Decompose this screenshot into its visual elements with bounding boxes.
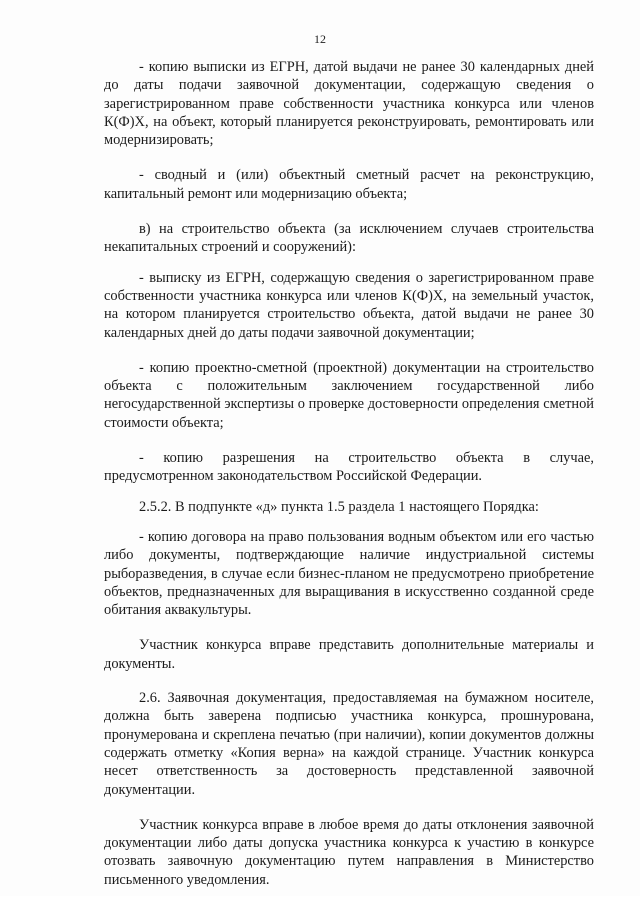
paragraph-construction-heading: в) на строительство объекта (за исключением случаев строительства некапитальных строений и сооружений): (104, 221, 594, 256)
paragraph-water-use-contract: - копию договора на право пользования водным объектом или его частью либо документы, подтверждающие наличие индустриальной системы рыборазведения, в случае если бизнес-планом не предусмотрено приобретение объектов, предназначенных для выращивания в искусственно созданной среде обитания аквакультуры. (104, 528, 594, 619)
paragraph-project-documentation: - копию проектно-сметной (проектной) документации на строительство объекта с положительным заключением государственной либо негосударственной экспертизы о проверке достоверности определения сметной стоимости объекта; (104, 359, 594, 431)
paragraph-egrn-extract-land: - выписку из ЕГРН, содержащую сведения о зарегистрированном праве собственности участника конкурса или членов К(Ф)Х, на земельный участок, на котором планируется строительство объекта, датой выдачи не ранее 30 календарных дней до даты подачи заявочной документации; (104, 269, 594, 341)
page-number: 12 (314, 32, 326, 46)
paragraph-estimate: - сводный и (или) объектный сметный расчет на реконструкцию, капитальный ремонт или модернизацию объекта; (104, 167, 594, 202)
paragraph-withdrawal: Участник конкурса вправе в любое время до даты отклонения заявочной документации либо даты допуска участника конкурса к участию в конкурсе отозвать заявочную документацию путем направления в Министерство письменного уведомления. (104, 816, 594, 888)
paragraph-2-5-2: 2.5.2. В подпункте «д» пункта 1.5 раздела 1 настоящего Порядка: (139, 498, 539, 515)
document-body (104, 58, 594, 906)
paragraph-2-6: 2.6. Заявочная документация, предоставляемая на бумажном носителе, должна быть заверена подписью участника конкурса, прошнурована, пронумерована и скреплена печатью (при наличии), копии документов должны содержать отметку «Копия верна» на каждой странице. Участник конкурса несет ответственность за достоверность представленной заявочной документации. (104, 690, 594, 798)
paragraph-building-permit: - копию разрешения на строительство объекта в случае, предусмотренном законодательством Российской Федерации. (104, 450, 594, 485)
paragraph-additional-materials: Участник конкурса вправе представить дополнительные материалы и документы. (104, 637, 594, 672)
paragraph-egrn-extract-object: - копию выписки из ЕГРН, датой выдачи не ранее 30 календарных дней до даты подачи заявочной документации, содержащую сведения о зарегистрированном праве собственности участника конкурса или членов К(Ф)Х, на объект, который планируется реконструировать, ремонтировать или модернизировать; (104, 59, 594, 149)
